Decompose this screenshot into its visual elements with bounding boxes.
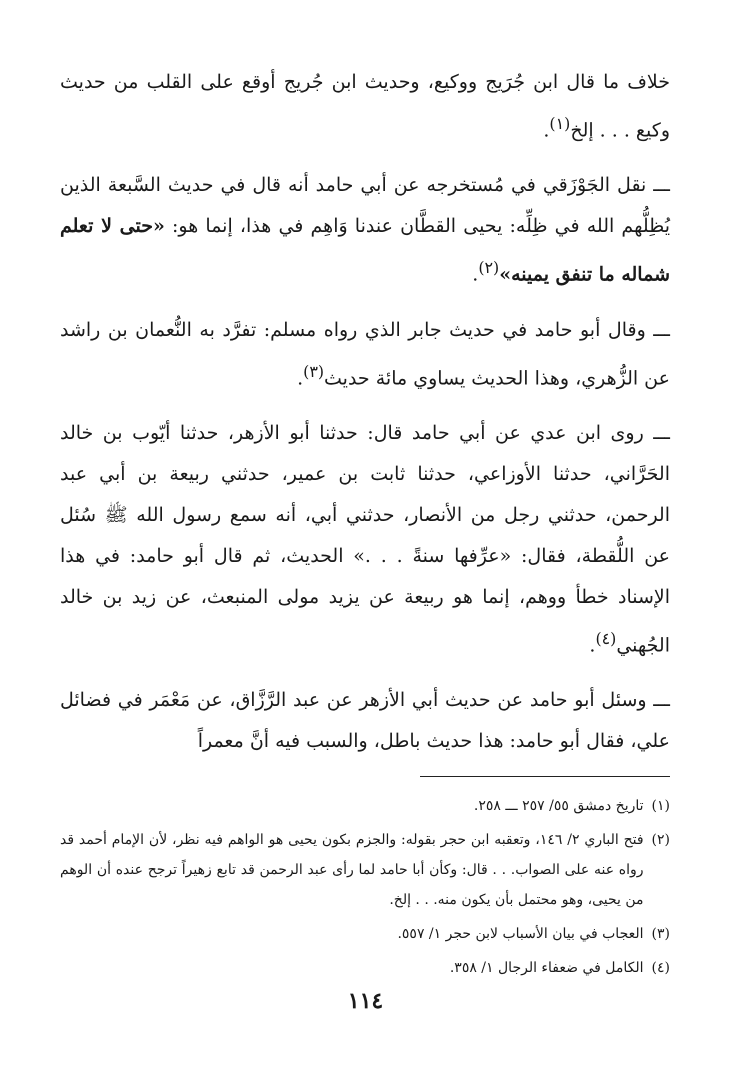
page-body — [60, 62, 670, 987]
footnote-marker-1: (١) — [549, 114, 571, 133]
footnote-marker-3: (٣) — [303, 361, 325, 381]
footnote-separator — [420, 776, 670, 777]
paragraph-2-text: ـــ نقل الجَوْزَقي في مُستخرجه عن أبي حامد أنه قال في حديث السَّبعة الذين يُظِلُّهم الله في ظِلِّه: يحيى القطَّان عندنا وَاهِم في هذا، إنما هو: — [60, 174, 670, 238]
footnote-2 — [60, 825, 670, 915]
footnote-4-text: الكامل في ضعفاء الرجال ١/ ٣٥٨. — [449, 960, 644, 977]
footnote-4-number: (٤) — [651, 960, 670, 977]
paragraph-2-quote: «حتى لا تعلم شماله ما تنفق يمينه» — [60, 215, 670, 286]
page-number: ١١٤ — [347, 988, 384, 1014]
paragraph-2: ـــ نقل الجَوْزَقي في مُستخرجه عن أبي حامد أنه قال في حديث السَّبعة الذين يُظِلُّهم الله في ظِلِّه: يحيى القطَّان عندنا وَاهِم في هذا، إنما هو: «حتى لا تعلم شماله ما تنفق يمينه»$^{(٢)}$. — [60, 174, 670, 286]
footnote-3 — [60, 919, 670, 949]
paragraph-5-text: ـــ وسئل أبو حامد عن حديث أبي الأزهر عن عبد الرَّزَّاق، عن مَعْمَر في فضائل علي، فقال أبو حامد: هذا حديث باطل، والسبب فيه أنَّ معمراً — [60, 689, 670, 753]
footnote-2-text: فتح الباري ٢/ ١٤٦، وتعقبه ابن حجر بقوله: والجزم بكون يحيى هو الواهم فيه نظر، لأن الإمام أحمد قد رواه عنه على الصواب. . . قال: وكأن أبا حامد لما رأى عبد الرحمن قد تابع زهيراً ترجح عنده أن الوهم من يحيى، وهو محتمل بأن يكون منه. . . إلخ. — [60, 832, 644, 909]
footnote-2-number: (٢) — [651, 832, 670, 849]
footnote-1 — [60, 791, 670, 821]
paragraph-4: ـــ روى ابن عدي عن أبي حامد قال: حدثنا أبو الأزهر، حدثنا أيّوب بن خالد الحَرَّاني، حدثنا الأوزاعي، حدثنا ثابت بن عمير، حدثني ربيعة بن أبي عبد الرحمن، حدثني رجل من الأنصار، حدثني أبي، أنه سمع رسول الله ﷺ سُئل عن اللُّقطة، فقال: «عرِّفها سنةً . . .» الحديث، ثم قال أبو حامد: في هذا الإسناد خطأ ووهم، إنما هو ربيعة عن يزيد مولى المنبعث، عن زيد بن خالد الجُهني$^{(٤)}$. — [60, 421, 670, 657]
footnote-3-text: العجاب في بيان الأسباب لابن حجر ١/ ٥٥٧. — [397, 926, 644, 943]
paragraph-1-text: خلاف ما قال ابن جُرَيج ووكيع، وحديث ابن جُريج أوقع على القلب من حديث وكيع . . . إلخ — [60, 71, 670, 142]
paragraph-4-text: ـــ روى ابن عدي عن أبي حامد قال: حدثنا أبو الأزهر، حدثنا أيّوب بن خالد الحَرَّاني، حدثنا الأوزاعي، حدثنا ثابت بن عمير، حدثني ربيعة بن أبي عبد الرحمن، حدثني رجل من الأنصار، حدثني أبي، أنه سمع رسول الله ﷺ سُئل عن اللُّقطة، فقال: «عرِّفها سنةً . . .» الحديث، ثم قال أبو حامد: في هذا الإسناد خطأ ووهم، إنما هو ربيعة عن يزيد مولى المنبعث، عن زيد بن خالد الجُهني — [60, 421, 670, 657]
footnote-4 — [60, 953, 670, 983]
paragraph-5 — [60, 680, 670, 762]
paragraph-3: ـــ وقال أبو حامد في حديث جابر الذي رواه مسلم: تفرَّد به النُّعمان بن راشد عن الزُّهري، وهذا الحديث يساوي مائة حديث$^{(٣)}$. — [60, 318, 670, 389]
footnote-marker-4: (٤) — [595, 628, 617, 648]
paragraph-3-text: ـــ وقال أبو حامد في حديث جابر الذي رواه مسلم: تفرَّد به النُّعمان بن راشد عن الزُّهري، وهذا الحديث يساوي مائة حديث — [60, 318, 670, 389]
footnote-1-number: (١) — [651, 798, 670, 815]
paragraph-1: خلاف ما قال ابن جُرَيج ووكيع، وحديث ابن جُريج أوقع على القلب من حديث وكيع . . . إلخ$^{(١)}$. — [60, 71, 670, 142]
footnote-marker-2: (٢) — [478, 258, 500, 278]
footnote-3-number: (٣) — [651, 926, 670, 943]
footnote-1-text: تاريخ دمشق ٥٥/ ٢٥٧ ـــ ٢٥٨. — [473, 798, 644, 815]
